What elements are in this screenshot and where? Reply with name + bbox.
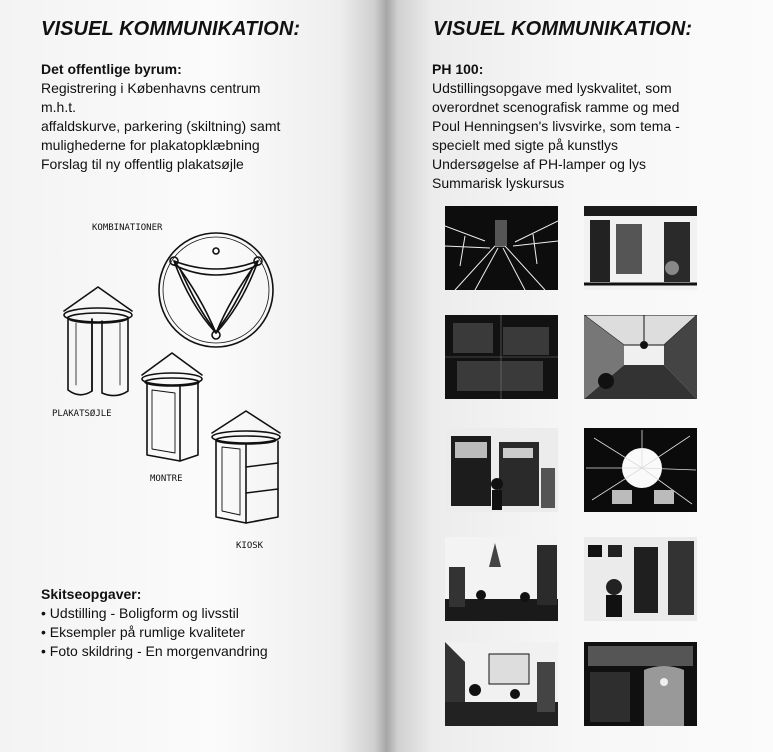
label-montre: MONTRE [150,474,183,484]
photo-dark-texture [445,315,558,399]
ph100-line: Summarisk lyskursus [432,175,565,191]
list-item: • Foto skildring - En morgenvandring [41,642,268,661]
kiosk-sketch-illustration [40,205,350,565]
kiosk-drawing [212,411,280,523]
right-page-title: VISUEL KOMMUNIKATION: [433,18,693,40]
skitseopgaver-heading: Skitseopgaver: [41,586,142,602]
plakatsojle-drawing [64,287,132,396]
label-kombinationer: KOMBINATIONER [92,223,163,233]
byrum-heading: Det offentlige byrum: [41,61,182,77]
right-page [386,0,773,752]
photo-street-scene [445,206,558,290]
byrum-line: Registrering i Københavns centrum [41,80,261,96]
list-item: • Eksempler på rumlige kvaliteter [41,623,268,642]
ph100-line: Udstillingsopgave med lyskvalitet, som [432,80,672,96]
photo-exhibition-hall [445,537,558,621]
ph100-line: Poul Henningsen's livsvirke, som tema - [432,118,680,134]
photo-lamp-glow [584,428,697,512]
photo-interior-with-lamps [584,315,697,399]
byrum-line: m.h.t. [41,99,77,115]
byrum-line: affaldskurve, parkering (skiltning) samt [41,118,281,134]
left-page-title: VISUEL KOMMUNIKATION: [41,18,301,40]
ph100-heading: PH 100: [432,61,484,77]
label-kiosk: KIOSK [236,541,264,551]
skitseopgaver-list [41,604,268,661]
byrum-text [41,79,280,174]
photo-interior-room [584,206,697,290]
ph100-line: overordnet scenografisk ramme og med [432,99,680,115]
byrum-line: mulighederne for plakatopklæbning [41,137,260,153]
montre-drawing [142,353,202,461]
combination-diagram [159,233,273,347]
ph100-line: specielt med sigte på kunstlys [432,137,618,153]
photo-gallery-space [445,642,558,726]
label-plakatsojle: PLAKATSØJLE [52,409,112,419]
list-item: • Udstilling - Boligform og livsstil [41,604,268,623]
photo-dark-interior [584,642,697,726]
photo-exhibition-poster-wall [445,428,558,512]
byrum-line: Forslag til ny offentlig plakatsøjle [41,156,244,172]
left-page [0,0,386,752]
photo-museum-room [584,537,697,621]
ph100-text [432,79,680,193]
ph100-line: Undersøgelse af PH-lamper og lys [432,156,646,172]
